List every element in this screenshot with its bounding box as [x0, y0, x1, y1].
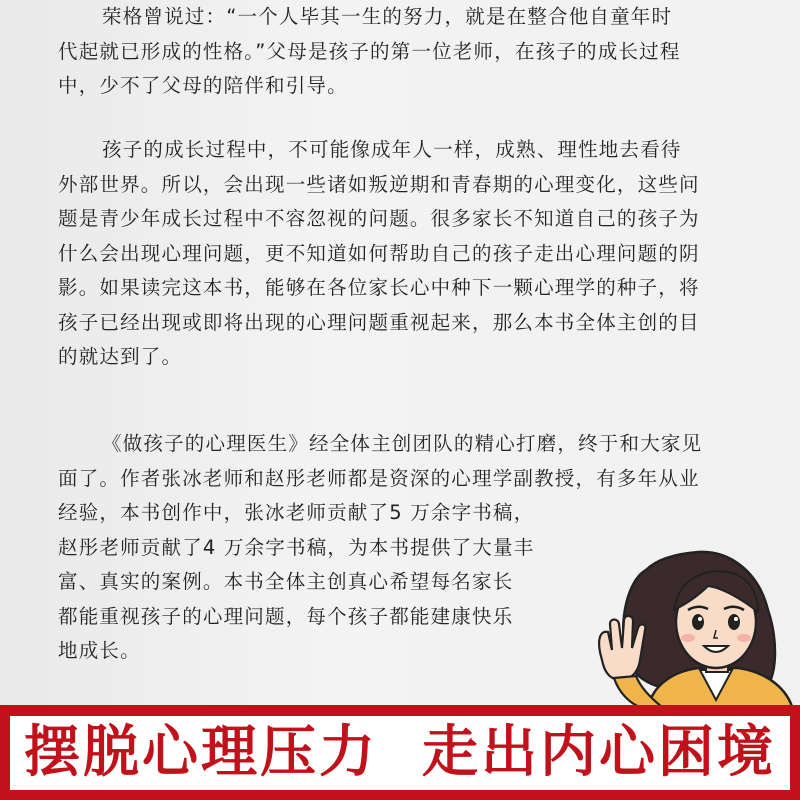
paragraph-line: 题是青少年成长过程中不容忽视的问题。很多家长不知道自己的孩子为	[58, 207, 700, 230]
paragraph-line: 经验，本书创作中，张冰老师贡献了5 万余字书稿，	[58, 501, 535, 524]
paragraph-quote	[58, 0, 681, 104]
paragraph-line: 代起就已形成的性格。”父母是孩子的第一位老师，在孩子的成长过程	[58, 39, 681, 63]
paragraph-line: 地成长。	[58, 639, 141, 662]
slogan-right: 走出内心困境	[422, 719, 776, 785]
paragraph-line: 中，少不了父母的陪伴和引导。	[58, 74, 348, 97]
paragraph-line: 的就达到了。	[58, 345, 183, 368]
paragraph-line: 影。如果读完这本书，能够在各位家长心中种下一颗心理学的种子，将	[58, 276, 700, 299]
paragraph-line: 富、真实的案例。本书全体主创真心希望每名家长	[58, 570, 514, 593]
paragraph-line: 什么会出现心理问题，更不知道如何帮助自己的孩子走出心理问题的阴	[58, 241, 700, 265]
slogan-left: 摆脱心理压力	[24, 719, 378, 785]
paragraph-line: 孩子的成长过程中，不可能像成年人一样，成熟、理性地去看待	[102, 138, 682, 161]
paragraph-line: 都能重视孩子的心理问题，每个孩子都能建康快乐	[58, 604, 514, 628]
slogan-banner	[0, 705, 800, 800]
paragraph-growth	[58, 133, 700, 375]
paragraph-line: 外部世界。所以，会出现一些诸如叛逆期和青春期的心理变化，这些问	[58, 172, 700, 196]
paragraph-line: 赵彤老师贡献了4 万余字书稿，为本书提供了大量丰	[58, 535, 535, 559]
paragraph-line: 面了。作者张冰老师和赵彤老师都是资深的心理学副教授，有多年从业	[58, 466, 700, 490]
teacher-illustration	[588, 540, 800, 710]
paragraph-line: 孩子已经出现或即将出现的心理问题重视起来，那么本书全体主创的目	[58, 310, 700, 334]
slogan-box	[10, 716, 790, 790]
paragraph-line: 荣格曾说过：“一个人毕其一生的努力，就是在整合他自童年时	[102, 5, 673, 28]
paragraph-line: 《做孩子的心理医生》经全体主创团队的精心打磨，终于和大家见	[102, 432, 703, 455]
